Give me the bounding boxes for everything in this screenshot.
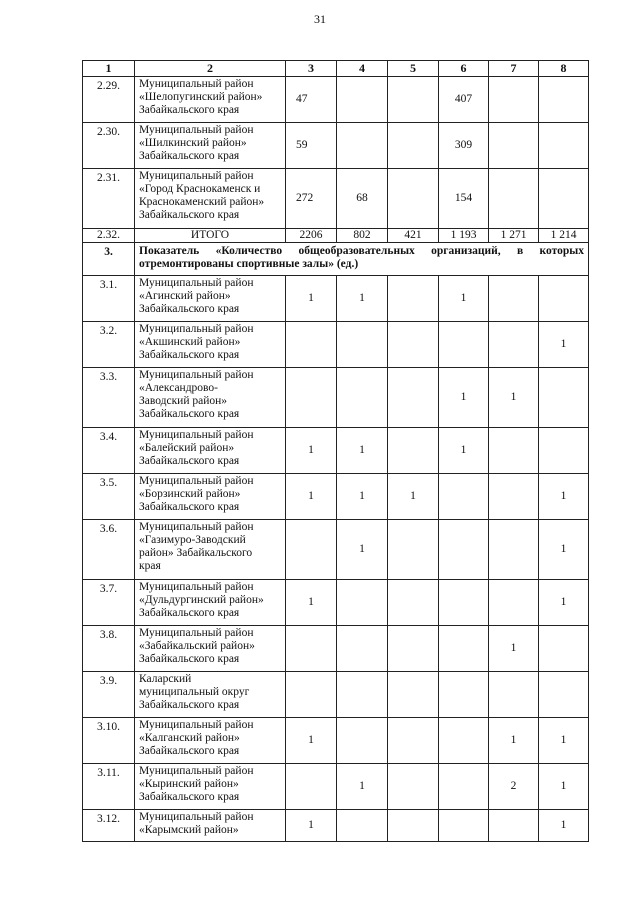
cell-value: 1 bbox=[489, 626, 539, 672]
cell-value bbox=[388, 368, 439, 428]
cell-value: 1 bbox=[489, 718, 539, 764]
total-section bbox=[83, 229, 589, 276]
cell-value bbox=[539, 626, 589, 672]
cell-value bbox=[388, 718, 439, 764]
cell-value: 1 bbox=[388, 474, 439, 520]
cell-value: 1 bbox=[489, 368, 539, 428]
cell-value: 2 bbox=[489, 764, 539, 810]
cell-value bbox=[337, 77, 388, 123]
table-row bbox=[83, 123, 589, 169]
total-label: ИТОГО bbox=[135, 229, 286, 243]
district-name: Муниципальный район «Город Краснокаменск и Краснокаменский район» Забайкальского края bbox=[135, 169, 286, 229]
table-body-part2 bbox=[83, 276, 589, 842]
cell-value bbox=[388, 764, 439, 810]
cell-value bbox=[388, 580, 439, 626]
table-row bbox=[83, 580, 589, 626]
cell-value: 59 bbox=[286, 123, 337, 169]
cell-value: 1 bbox=[539, 474, 589, 520]
cell-value bbox=[439, 626, 489, 672]
cell-value: 1 bbox=[337, 520, 388, 580]
cell-value: 421 bbox=[388, 229, 439, 243]
district-name: Муниципальный район «Борзинский район» Забайкальского края bbox=[135, 474, 286, 520]
column-header: 5 bbox=[388, 61, 439, 77]
district-name: Муниципальный район «Забайкальский район» Забайкальского края bbox=[135, 626, 286, 672]
district-name: Каларский муниципальный округ Забайкальского края bbox=[135, 672, 286, 718]
cell-value bbox=[439, 322, 489, 368]
table-row bbox=[83, 672, 589, 718]
cell-value: 1 bbox=[286, 718, 337, 764]
cell-value: 802 bbox=[337, 229, 388, 243]
cell-value bbox=[489, 520, 539, 580]
district-name: Муниципальный район «Балейский район» Забайкальского края bbox=[135, 428, 286, 474]
cell-value bbox=[388, 428, 439, 474]
row-number: 3.3. bbox=[83, 368, 135, 428]
table-row bbox=[83, 764, 589, 810]
cell-value: 1 193 bbox=[439, 229, 489, 243]
cell-value: 47 bbox=[286, 77, 337, 123]
column-header: 6 bbox=[439, 61, 489, 77]
cell-value: 1 bbox=[286, 580, 337, 626]
cell-value: 1 bbox=[337, 428, 388, 474]
row-number: 3.8. bbox=[83, 626, 135, 672]
cell-value: 1 bbox=[286, 810, 337, 842]
cell-value bbox=[286, 626, 337, 672]
cell-value bbox=[489, 810, 539, 842]
cell-value bbox=[388, 77, 439, 123]
table-row bbox=[83, 810, 589, 842]
column-header: 3 bbox=[286, 61, 337, 77]
cell-value bbox=[337, 322, 388, 368]
column-header: 2 bbox=[135, 61, 286, 77]
cell-value bbox=[539, 276, 589, 322]
table-row bbox=[83, 474, 589, 520]
district-name: Муниципальный район «Газимуро-Заводский район» Забайкальского края bbox=[135, 520, 286, 580]
cell-value bbox=[388, 169, 439, 229]
cell-value bbox=[388, 810, 439, 842]
cell-value: 1 bbox=[539, 764, 589, 810]
cell-value: 1 bbox=[539, 810, 589, 842]
row-number: 3.2. bbox=[83, 322, 135, 368]
cell-value bbox=[337, 672, 388, 718]
row-number: 3.9. bbox=[83, 672, 135, 718]
row-number: 3.1. bbox=[83, 276, 135, 322]
column-header: 7 bbox=[489, 61, 539, 77]
cell-value bbox=[539, 123, 589, 169]
total-row bbox=[83, 229, 589, 243]
column-header: 4 bbox=[337, 61, 388, 77]
table-row bbox=[83, 520, 589, 580]
cell-value: 1 bbox=[539, 580, 589, 626]
cell-value bbox=[286, 322, 337, 368]
cell-value: 1 bbox=[439, 276, 489, 322]
cell-value bbox=[489, 322, 539, 368]
table-row bbox=[83, 276, 589, 322]
cell-value: 1 bbox=[439, 428, 489, 474]
cell-value bbox=[439, 474, 489, 520]
district-name: Муниципальный район «Карымский район» bbox=[135, 810, 286, 842]
cell-value: 1 bbox=[337, 276, 388, 322]
cell-value: 154 bbox=[439, 169, 489, 229]
district-name: Муниципальный район «Кыринский район» Забайкальского края bbox=[135, 764, 286, 810]
cell-value bbox=[489, 672, 539, 718]
cell-value: 1 bbox=[286, 276, 337, 322]
table-row bbox=[83, 169, 589, 229]
cell-value bbox=[489, 123, 539, 169]
row-number: 3.11. bbox=[83, 764, 135, 810]
district-name: Муниципальный район «Агинский район» Забайкальского края bbox=[135, 276, 286, 322]
column-header: 8 bbox=[539, 61, 589, 77]
row-number: 3.7. bbox=[83, 580, 135, 626]
cell-value bbox=[388, 672, 439, 718]
row-number: 2.31. bbox=[83, 169, 135, 229]
cell-value bbox=[286, 368, 337, 428]
cell-value bbox=[439, 580, 489, 626]
table-row bbox=[83, 626, 589, 672]
cell-value: 272 bbox=[286, 169, 337, 229]
table-row bbox=[83, 428, 589, 474]
cell-value bbox=[539, 169, 589, 229]
cell-value bbox=[337, 718, 388, 764]
cell-value bbox=[388, 276, 439, 322]
district-name: Муниципальный район «Шилкинский район» Забайкальского края bbox=[135, 123, 286, 169]
cell-value bbox=[439, 718, 489, 764]
cell-value: 2206 bbox=[286, 229, 337, 243]
indicator-row bbox=[83, 243, 589, 276]
cell-value: 1 bbox=[337, 474, 388, 520]
row-number: 3.10. bbox=[83, 718, 135, 764]
data-table bbox=[82, 60, 589, 842]
cell-value bbox=[337, 123, 388, 169]
row-number: 3.5. bbox=[83, 474, 135, 520]
district-name: Муниципальный район «Калганский район» Забайкальского края bbox=[135, 718, 286, 764]
cell-value: 1 bbox=[337, 764, 388, 810]
cell-value: 1 214 bbox=[539, 229, 589, 243]
row-number: 3.12. bbox=[83, 810, 135, 842]
cell-value bbox=[388, 626, 439, 672]
cell-value: 1 bbox=[286, 428, 337, 474]
cell-value: 1 271 bbox=[489, 229, 539, 243]
cell-value: 1 bbox=[439, 368, 489, 428]
cell-value: 407 bbox=[439, 77, 489, 123]
cell-value: 68 bbox=[337, 169, 388, 229]
cell-value bbox=[489, 474, 539, 520]
cell-value bbox=[539, 368, 589, 428]
district-name: Муниципальный район «Дульдургинский район» Забайкальского края bbox=[135, 580, 286, 626]
table-row bbox=[83, 77, 589, 123]
row-number: 3.6. bbox=[83, 520, 135, 580]
cell-value: 1 bbox=[539, 718, 589, 764]
row-number: 2.32. bbox=[83, 229, 135, 243]
cell-value: 1 bbox=[539, 322, 589, 368]
page-number: 31 bbox=[314, 12, 326, 26]
cell-value bbox=[539, 77, 589, 123]
cell-value bbox=[439, 810, 489, 842]
column-header: 1 bbox=[83, 61, 135, 77]
cell-value bbox=[489, 276, 539, 322]
cell-value bbox=[489, 428, 539, 474]
cell-value bbox=[388, 123, 439, 169]
table-row bbox=[83, 718, 589, 764]
row-number: 2.30. bbox=[83, 123, 135, 169]
cell-value bbox=[489, 77, 539, 123]
cell-value bbox=[337, 626, 388, 672]
indicator-number: 3. bbox=[83, 243, 135, 276]
cell-value bbox=[286, 520, 337, 580]
table-row bbox=[83, 322, 589, 368]
cell-value bbox=[337, 810, 388, 842]
cell-value bbox=[489, 169, 539, 229]
cell-value bbox=[489, 580, 539, 626]
cell-value bbox=[388, 520, 439, 580]
cell-value bbox=[439, 764, 489, 810]
indicator-text: Показатель «Количество общеобразовательных организаций, в которых отремонтированы спортивные залы» (ед.) bbox=[135, 243, 589, 276]
cell-value: 1 bbox=[286, 474, 337, 520]
cell-value bbox=[539, 428, 589, 474]
cell-value bbox=[539, 672, 589, 718]
cell-value: 309 bbox=[439, 123, 489, 169]
cell-value: 1 bbox=[539, 520, 589, 580]
cell-value bbox=[439, 672, 489, 718]
cell-value bbox=[337, 580, 388, 626]
district-name: Муниципальный район «Шелопугинский район» Забайкальского края bbox=[135, 77, 286, 123]
cell-value bbox=[388, 322, 439, 368]
header-row bbox=[83, 61, 589, 77]
table-row bbox=[83, 368, 589, 428]
district-name: Муниципальный район «Акшинский район» Забайкальского края bbox=[135, 322, 286, 368]
cell-value bbox=[286, 672, 337, 718]
row-number: 3.4. bbox=[83, 428, 135, 474]
table-body-part1 bbox=[83, 77, 589, 229]
district-name: Муниципальный район «Александрово- Заводский район» Забайкальского края bbox=[135, 368, 286, 428]
cell-value bbox=[286, 764, 337, 810]
row-number: 2.29. bbox=[83, 77, 135, 123]
cell-value bbox=[439, 520, 489, 580]
cell-value bbox=[337, 368, 388, 428]
